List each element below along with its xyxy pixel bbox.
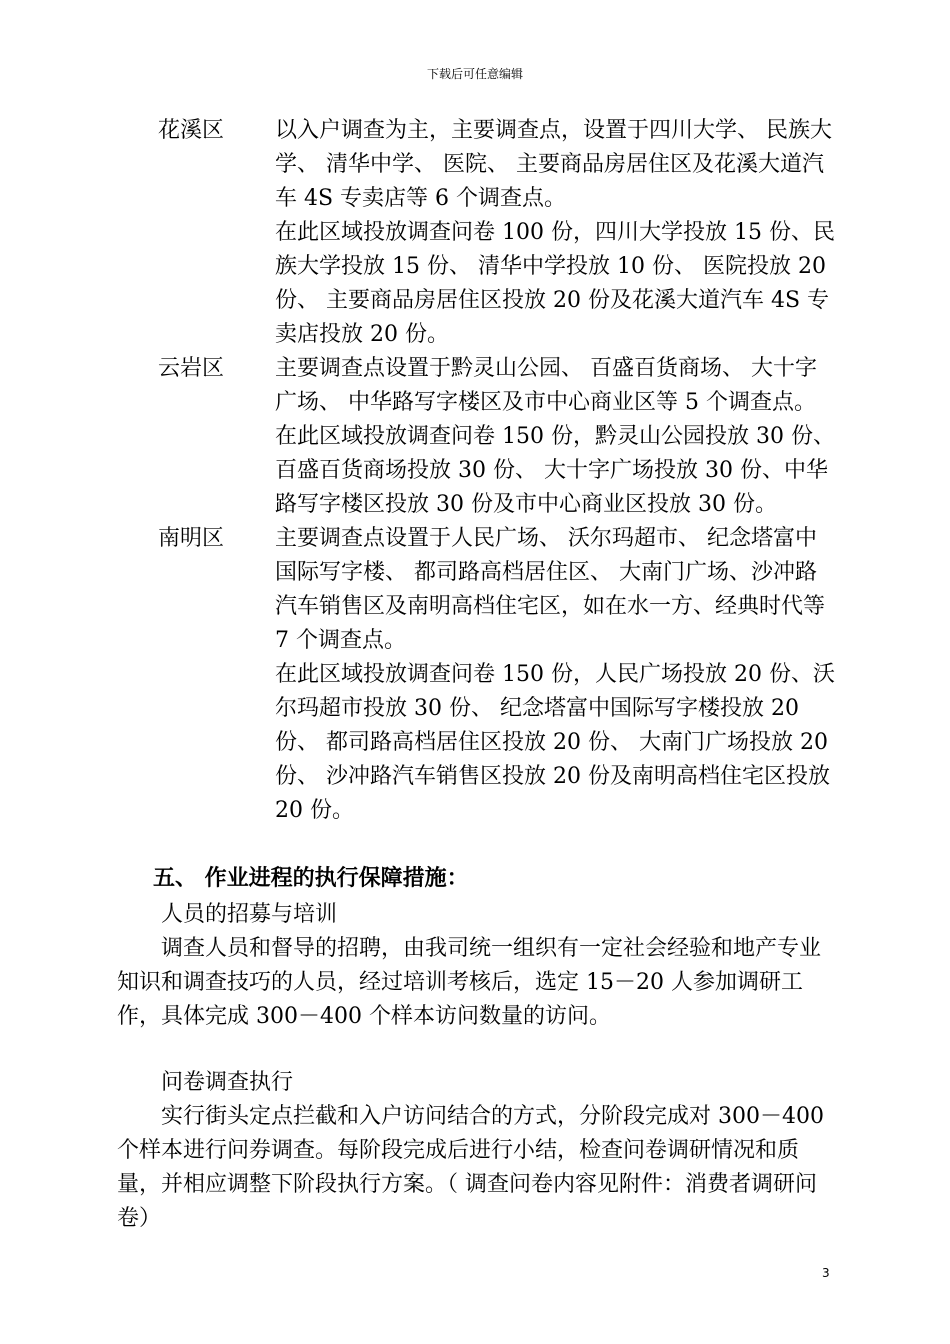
- district-paragraph: 在此区域投放调查问卷 150 份，黔灵山公园投放 30 份、 百盛百货商场投放 30 份、 大十字广场投放 30 份、中华路写字楼区投放 30 份及市中心商业区投放 30 份。: [275, 424, 835, 517]
- district-paragraph: 主要调查点设置于人民广场、 沃尔玛超市、 纪念塔富中国际写字楼、 都司路高档居住区、 大南门广场、沙冲路汽车销售区及南明高档住宅区，如在水一方、经典时代等 7 个调查点。: [275, 526, 826, 653]
- page-number: 3: [822, 1266, 830, 1280]
- page-header: 下载后可任意编辑: [426, 67, 523, 81]
- subsection-body: 实行街头定点拦截和入户访问结合的方式，分阶段完成对 300－400 个样本进行问券调查。每阶段完成后进行小结，检查问卷调研情况和质量，并相应调整下阶段执行方案。（ 调查问卷内容见附件：消费者调研问卷）: [117, 1104, 824, 1231]
- district-paragraph: 主要调查点设置于黔灵山公园、 百盛百货商场、 大十字广场、 中华路写字楼区及市中心商业区等 5 个调查点。: [275, 356, 817, 415]
- district-body: [275, 352, 835, 522]
- district-name: 云岩区: [158, 356, 225, 381]
- subsection-title: 问卷调查执行: [161, 1070, 294, 1095]
- district-paragraph: 在此区域投放调查问卷 100 份，四川大学投放 15 份、民族大学投放 15 份、 清华中学投放 10 份、 医院投放 20 份、 主要商品房居住区投放 20 份及花溪大道汽车 4S 专卖店投放 20 份。: [275, 220, 835, 347]
- district-yunyan: [158, 352, 838, 522]
- district-body: [275, 114, 835, 352]
- subsection-body: 调查人员和督导的招聘，由我司统一组织有一定社会经验和地产专业知识和调查技巧的人员，经过培训考核后，选定 15－20 人参加调研工作，具体完成 300－400 个样本访问数量的访问。: [117, 936, 822, 1029]
- district-name: 南明区: [158, 526, 225, 551]
- district-nanming: [158, 522, 838, 828]
- district-body: [275, 522, 835, 828]
- district-huaxi: [158, 114, 838, 352]
- subsection-title: 人员的招募与培训: [161, 902, 338, 927]
- section-heading: 五、 作业进程的执行保障措施：: [153, 866, 469, 891]
- district-paragraph: 以入户调查为主，主要调查点，设置于四川大学、 民族大学、 清华中学、 医院、 主要商品房居住区及花溪大道汽车 4S 专卖店等 6 个调查点。: [275, 118, 832, 211]
- paragraph-gap: [117, 1034, 837, 1066]
- district-name: 花溪区: [158, 118, 225, 143]
- district-list: [158, 114, 838, 828]
- district-paragraph: 在此区域投放调查问卷 150 份，人民广场投放 20 份、沃尔玛超市投放 30 份、 纪念塔富中国际写字楼投放 20 份、 都司路高档居住区投放 20 份、 大南门广场投放 20 份、 沙冲路汽车销售区投放 20 份及南明高档住宅区投放 20 份。: [275, 662, 835, 823]
- section-five: [117, 862, 837, 1236]
